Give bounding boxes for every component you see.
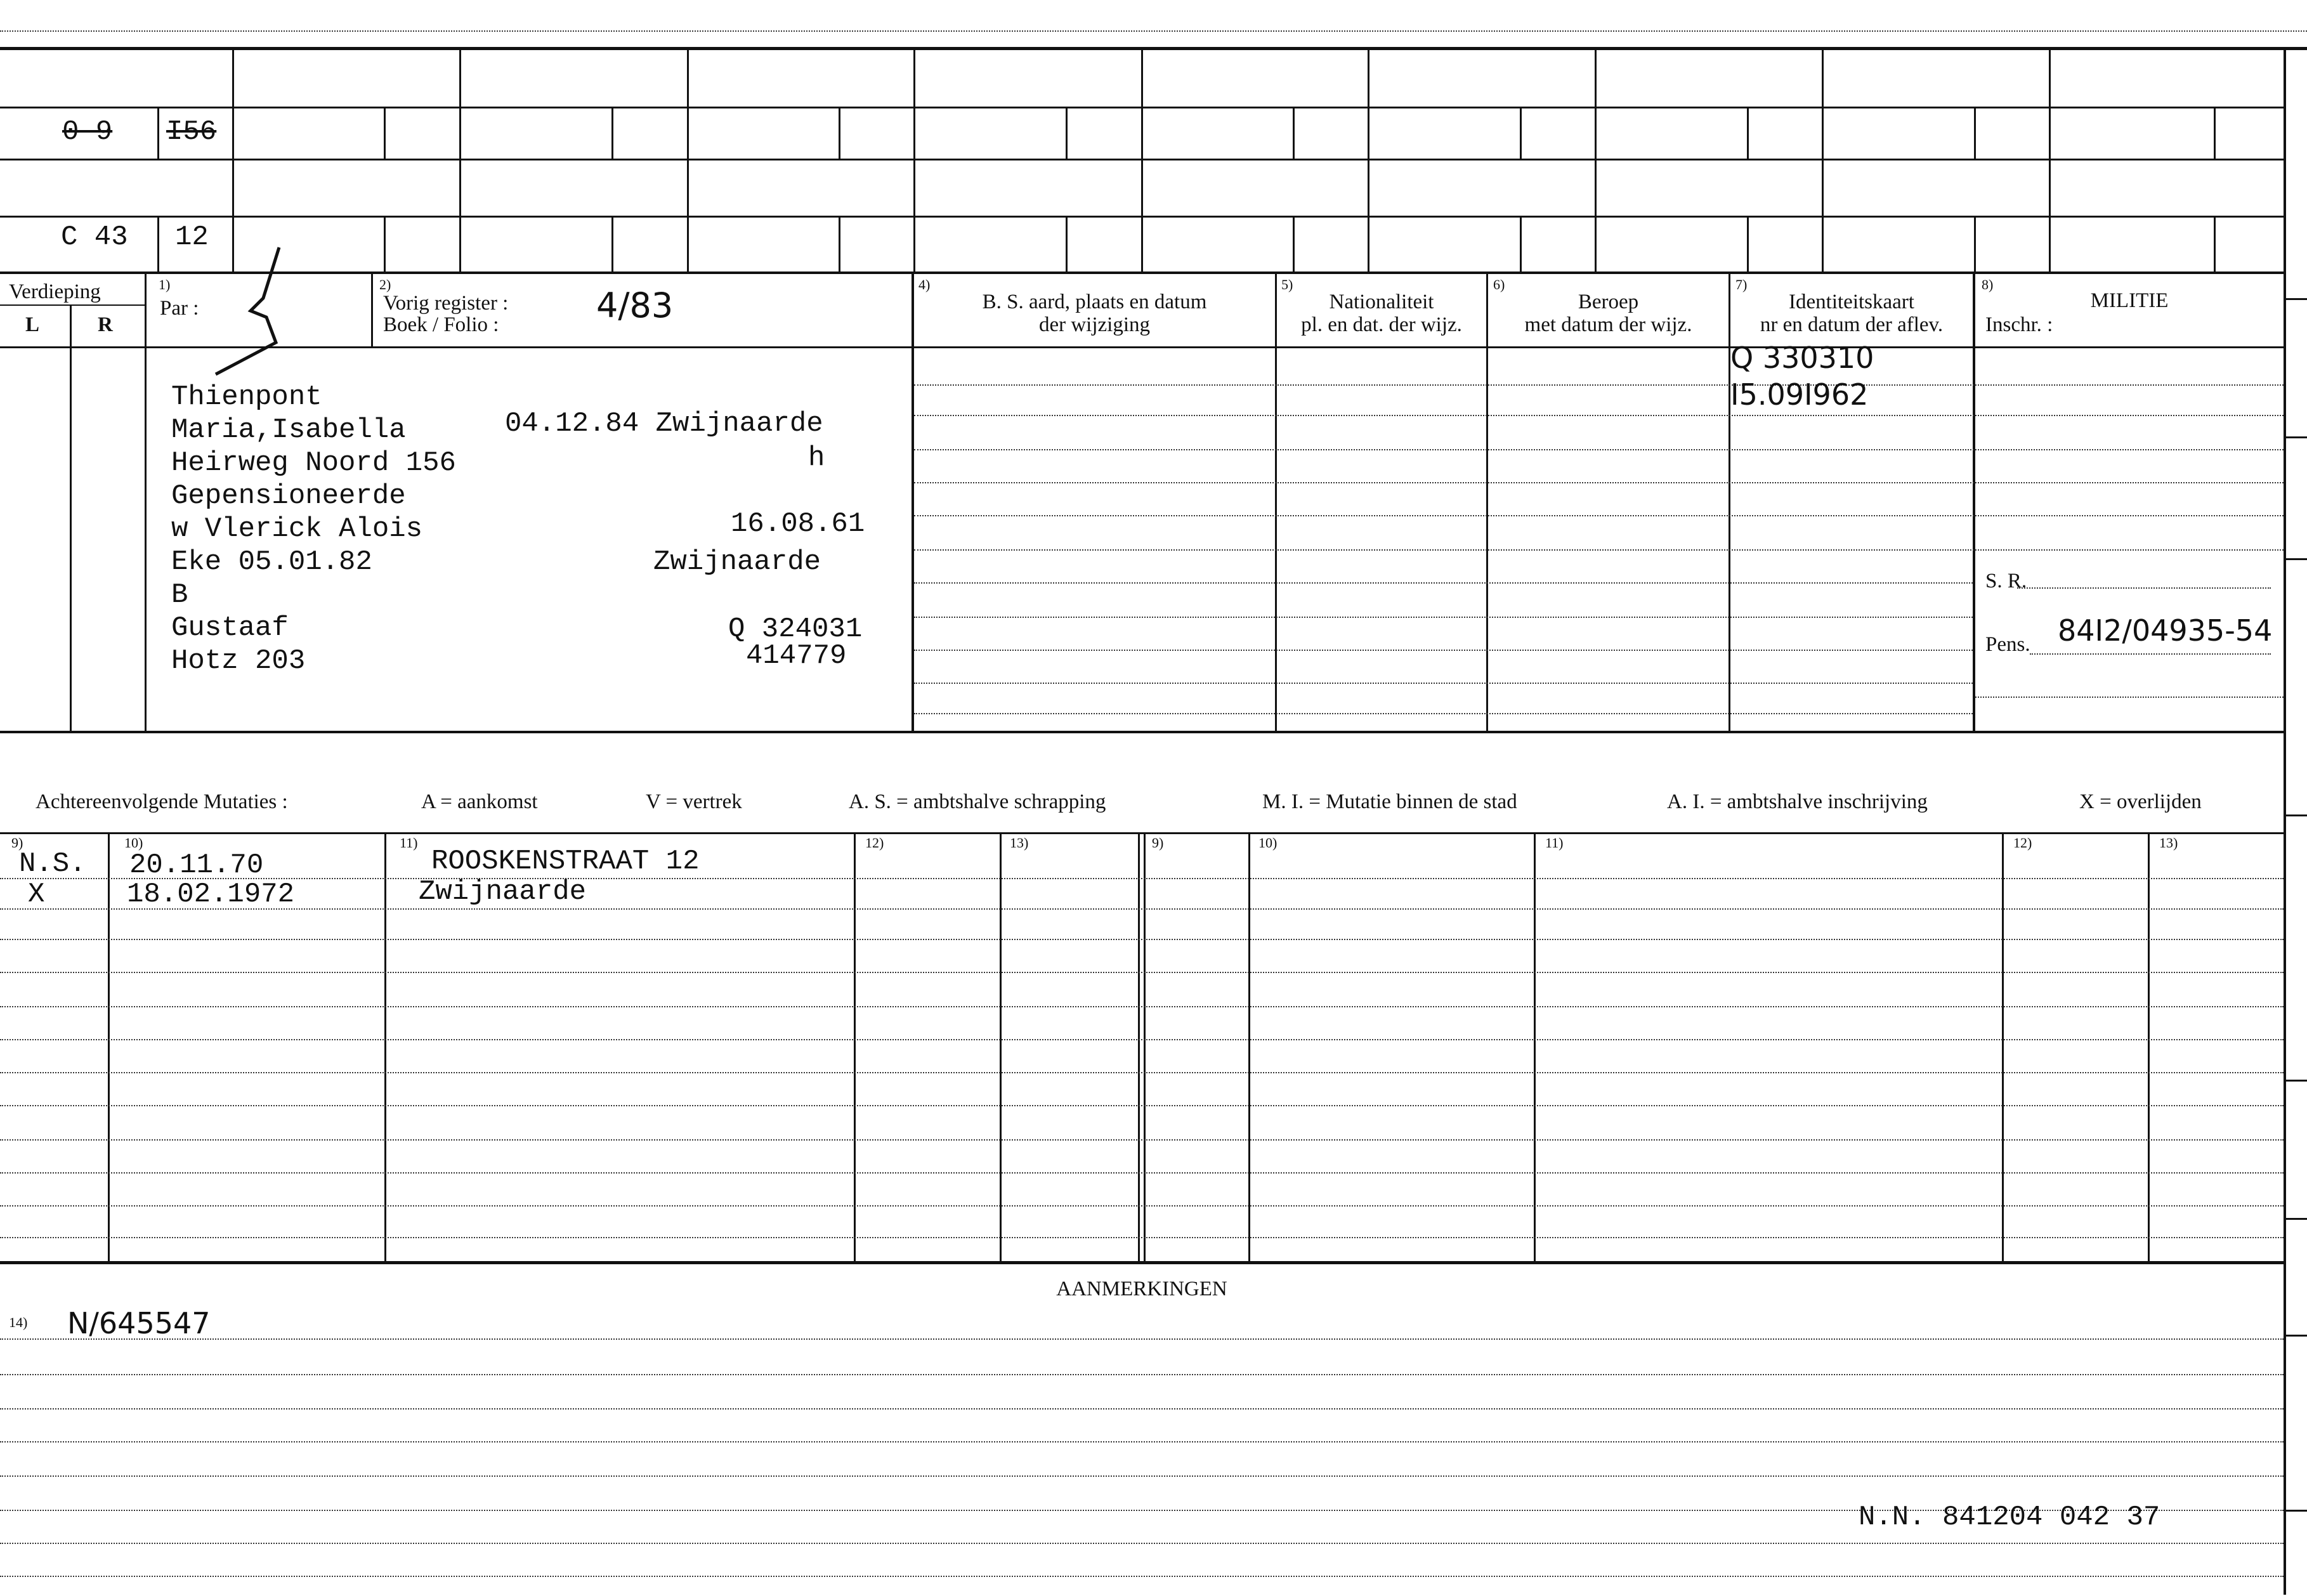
identiteitskaart-label-2: nr en datum der aflev. bbox=[1760, 313, 1944, 336]
person-block bbox=[171, 381, 514, 677]
col6-number: 6) bbox=[1493, 277, 1505, 292]
person-spouse: w Vlerick Alois bbox=[171, 513, 423, 545]
person-surname: Thienpont bbox=[171, 381, 322, 413]
mut-col-9b: 9) bbox=[1152, 835, 1164, 851]
beroep-label-2: met datum der wijz. bbox=[1524, 313, 1692, 336]
person-birth: 04.12.84 Zwijnaarde bbox=[505, 408, 823, 440]
q-number: Q 324031 bbox=[728, 613, 863, 645]
legend-title: Achtereenvolgende Mutaties : bbox=[36, 790, 288, 813]
mut-col-13: 13) bbox=[1010, 835, 1029, 851]
mut-col-10: 10) bbox=[124, 835, 143, 851]
index-code-1: 0 9 bbox=[62, 116, 113, 148]
mut-col-9: 9) bbox=[11, 835, 23, 851]
col2-number: 2) bbox=[379, 277, 391, 292]
legend-a: A = aankomst bbox=[421, 790, 538, 813]
legend-v: V = vertrek bbox=[646, 790, 742, 813]
identity-card-date: I5.09I962 bbox=[1730, 377, 1869, 412]
mut-col-10b: 10) bbox=[1258, 835, 1278, 851]
nn-number: N.N. 841204 042 37 bbox=[1859, 1501, 2160, 1533]
militie-inschr-label: Inschr. : bbox=[1985, 313, 2053, 336]
top-edge-line bbox=[0, 30, 2307, 32]
par-label: Par : bbox=[160, 297, 199, 320]
bs-label-2: der wijziging bbox=[1038, 313, 1151, 336]
aanmerkingen-title: AANMERKINGEN bbox=[1056, 1278, 1227, 1300]
body-bottom-border bbox=[0, 731, 2284, 733]
right-border bbox=[2284, 47, 2286, 1595]
legend-mi: M. I. = Mutatie binnen de stad bbox=[1262, 790, 1517, 813]
identity-card-number: Q 330310 bbox=[1730, 341, 1874, 375]
remarks-number: 14) bbox=[9, 1314, 28, 1330]
mut-col-11: 11) bbox=[400, 835, 418, 851]
col5-number: 5) bbox=[1281, 277, 1293, 292]
person-h: h bbox=[808, 442, 825, 474]
col4-number: 4) bbox=[918, 277, 931, 292]
person-spouse-birth: Eke 05.01.82 bbox=[171, 546, 372, 578]
index-code-2: I56 bbox=[166, 116, 217, 148]
index-code-3: C 43 bbox=[61, 221, 128, 253]
nationaliteit-label-1: Nationaliteit bbox=[1329, 291, 1434, 313]
identiteitskaart-label-1: Identiteitskaart bbox=[1789, 291, 1914, 313]
nationaliteit-label-2: pl. en dat. der wijz. bbox=[1301, 313, 1462, 336]
person-address: Heirweg Noord 156 bbox=[171, 447, 456, 479]
person-profession: Gepensioneerde bbox=[171, 480, 406, 512]
mut-col-12: 12) bbox=[865, 835, 884, 851]
par-handwritten-mark bbox=[203, 241, 317, 381]
militie-label: MILITIE bbox=[2090, 289, 2169, 312]
mut-col-12b: 12) bbox=[2013, 835, 2032, 851]
verdieping-r: R bbox=[98, 313, 113, 336]
mut-col-11b: 11) bbox=[1545, 835, 1564, 851]
mutation-2-date: 18.02.1972 bbox=[127, 879, 295, 910]
q-number-2: 414779 bbox=[746, 640, 847, 672]
person-extra-1: Gustaaf bbox=[171, 612, 289, 644]
legend-ai: A. I. = ambtshalve inschrijving bbox=[1667, 790, 1928, 813]
person-extra-2: Hotz 203 bbox=[171, 645, 306, 677]
legend-x: X = overlijden bbox=[2079, 790, 2202, 813]
verdieping-l: L bbox=[25, 313, 40, 336]
mutation-1-date: 20.11.70 bbox=[129, 849, 264, 881]
legend-as: A. S. = ambtshalve schrapping bbox=[849, 790, 1106, 813]
bs-label-1: B. S. aard, plaats en datum bbox=[982, 291, 1207, 313]
mutation-2-place: Zwijnaarde bbox=[419, 876, 587, 908]
pens-value: 84I2/04935-54 bbox=[2058, 614, 2273, 647]
person-nationality: B bbox=[171, 579, 188, 611]
mutation-1-code: N.S. bbox=[19, 848, 86, 880]
sr-label: S. R. bbox=[1985, 570, 2027, 592]
mutation-2-code: X bbox=[28, 879, 45, 910]
marriage-place: Zwijnaarde bbox=[653, 546, 821, 578]
verdieping-label: Verdieping bbox=[9, 280, 101, 303]
col7-number: 7) bbox=[1735, 277, 1748, 292]
col8-number: 8) bbox=[1982, 277, 1994, 292]
index-code-4: 12 bbox=[175, 221, 209, 253]
col1-number: 1) bbox=[159, 277, 171, 292]
top-border bbox=[0, 47, 2307, 50]
remarks-value: N/645547 bbox=[67, 1306, 211, 1340]
boek-folio-label: Boek / Folio : bbox=[383, 313, 499, 336]
person-given-names: Maria,Isabella bbox=[171, 414, 406, 446]
marriage-date: 16.08.61 bbox=[731, 508, 865, 540]
vorig-register-label: Vorig register : bbox=[383, 292, 509, 315]
mut-col-13b: 13) bbox=[2159, 835, 2178, 851]
beroep-label-1: Beroep bbox=[1578, 291, 1639, 313]
vorig-register-value: 4/83 bbox=[596, 285, 674, 325]
pens-label: Pens. bbox=[1985, 633, 2030, 656]
mutation-1-place: ROOSKENSTRAAT 12 bbox=[431, 846, 700, 877]
